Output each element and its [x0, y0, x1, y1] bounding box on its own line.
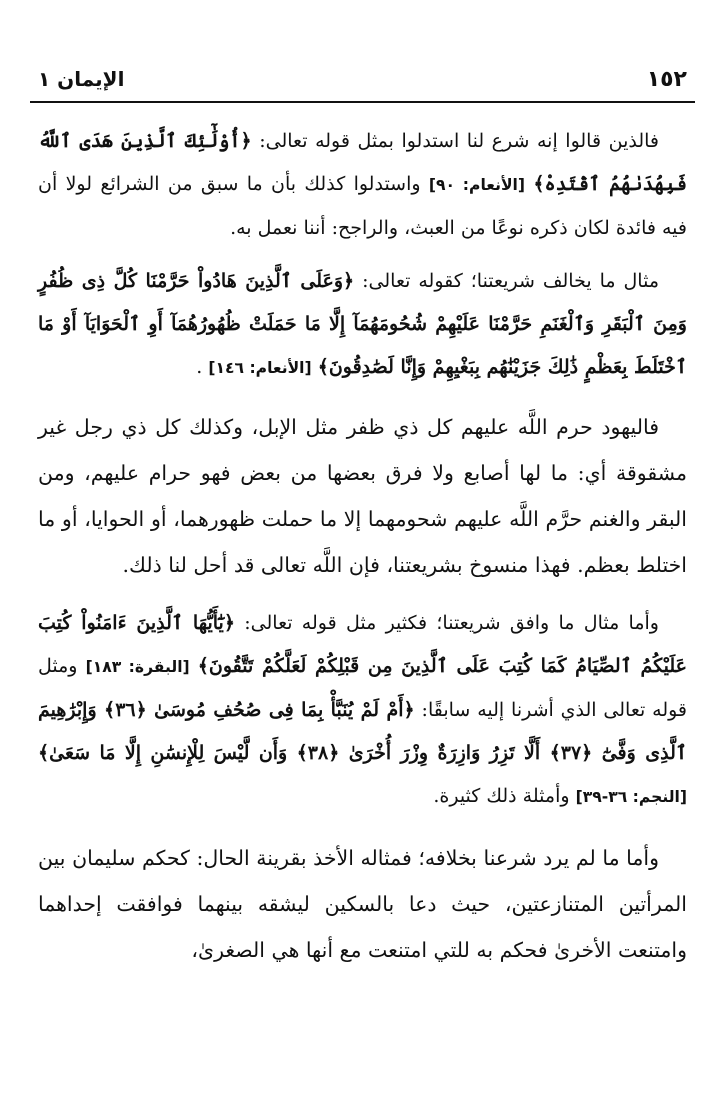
paragraph-5: وأما ما لم يرد شرعنا بخلافه؛ فمثاله الأخذ بقرينة الحال: كحكم سليمان بين المرأتين المتنازعتين، حيث دعا بالسكين ليشقه بينهما فوافقت إحداهما وامتنعت الأخرىٰ فحكم به للتي امتنعت مع أنها هي الصغرىٰ، [38, 846, 687, 962]
page-body [38, 120, 687, 973]
paragraph-2-intro: مثال ما يخالف شريعتنا؛ كقوله تعالى: [362, 270, 660, 292]
quran-verse-an-najm-36-39: ﴿أَمْ لَمْ يُنَبَّأْ بِمَا فِى صُحُفِ مُوسَىٰ ﴿٣٦﴾ وَإِبْرَٰهِيمَ ٱلَّذِى وَفَّىٰٓ ﴿٣٧﴾ أَلَّا تَزِرُ وَازِرَةٌ وِزْرَ أُخْرَىٰ ﴿٣٨﴾ وَأَن لَّيْسَ لِلْإِنسَٰنِ إِلَّا مَا سَعَىٰ﴾ [38, 699, 687, 764]
paragraph-2-rest: . [196, 356, 203, 378]
paragraph-4-intro: وأما مثال ما وافق شريعتنا؛ فكثير مثل قوله تعالى: [244, 612, 659, 634]
running-header [38, 62, 687, 96]
quran-verse-al-anam-90: ﴿أُوْلَٰٓئِكَ ٱلَّذِينَ هَدَى ٱللَّهُ فَبِهُدَىٰهُمُ ٱقْتَدِهْ﴾ [38, 130, 688, 195]
paragraph-4 [38, 602, 687, 819]
paragraph-2 [38, 260, 687, 390]
header-divider [30, 101, 695, 103]
paragraph-1 [38, 120, 687, 250]
paragraph-3: فاليهود حرم اللَّه عليهم كل ذي ظفر مثل الإبل، وكذلك كل ذي رجل غير مشقوقة أي: ما لها أصابع ولا فرق بعضها من بعض فهو حرام عليهم، ومن البقر والغنم حرَّم اللَّه عليهم شحومهما إلا ما حملت ظهورهما، أو الحوايا، أو ما اختلط بعظم. فهذا منسوخ بشريعتنا، فإن اللَّه تعالى قد أحل لنا ذلك. [38, 415, 687, 577]
citation-al-anam-146: [الأنعام: ١٤٦] [208, 359, 312, 377]
citation-al-baqarah-183: [البقرة: ١٨٣] [85, 658, 190, 676]
citation-al-anam-90: [الأنعام: ٩٠] [428, 176, 526, 194]
quran-verse-al-anam-146: ﴿وَعَلَى ٱلَّذِينَ هَادُواْ حَرَّمْنَا كُلَّ ذِى ظُفُرٍ وَمِنَ ٱلْبَقَرِ وَٱلْغَنَمِ حَرَّمْنَا عَلَيْهِمْ شُحُومَهُمَآ إِلَّا مَا حَمَلَتْ ظُهُورُهُمَآ أَوِ ٱلْحَوَايَآ أَوْ مَا ٱخْتَلَطَ بِعَظْمٍ ذَٰلِكَ جَزَيْنَٰهُم بِبَغْيِهِمْ وَإِنَّا لَصَٰدِقُونَ﴾ [38, 270, 687, 378]
paragraph-1-intro: فالذين قالوا إنه شرع لنا استدلوا بمثل قوله تعالى: [259, 130, 659, 152]
paragraph-1-rest: واستدلوا كذلك بأن ما سبق من الشرائع لولا أن فيه فائدة لكان ذكره نوعًا من العبث، والراجح: أننا نعمل به. [38, 173, 687, 239]
page-number: ١٥٢ [646, 66, 687, 92]
paragraph-4-rest: وأمثلة ذلك كثيرة. [433, 785, 570, 807]
paragraph-4-middle: ومثل قوله تعالى الذي أشرنا إليه سابقًا: [38, 655, 688, 721]
book-title: الإيمان ١ [38, 67, 125, 91]
quran-verse-al-baqarah-183: ﴿يَٰٓأَيُّهَا ٱلَّذِينَ ءَامَنُواْ كُتِبَ عَلَيْكُمُ ٱلصِّيَامُ كَمَا كُتِبَ عَلَى ٱلَّذِينَ مِن قَبْلِكُمْ لَعَلَّكُمْ تَتَّقُونَ﴾ [38, 612, 687, 677]
citation-an-najm-36-39: [النجم: ٣٦-٣٩] [575, 788, 687, 806]
